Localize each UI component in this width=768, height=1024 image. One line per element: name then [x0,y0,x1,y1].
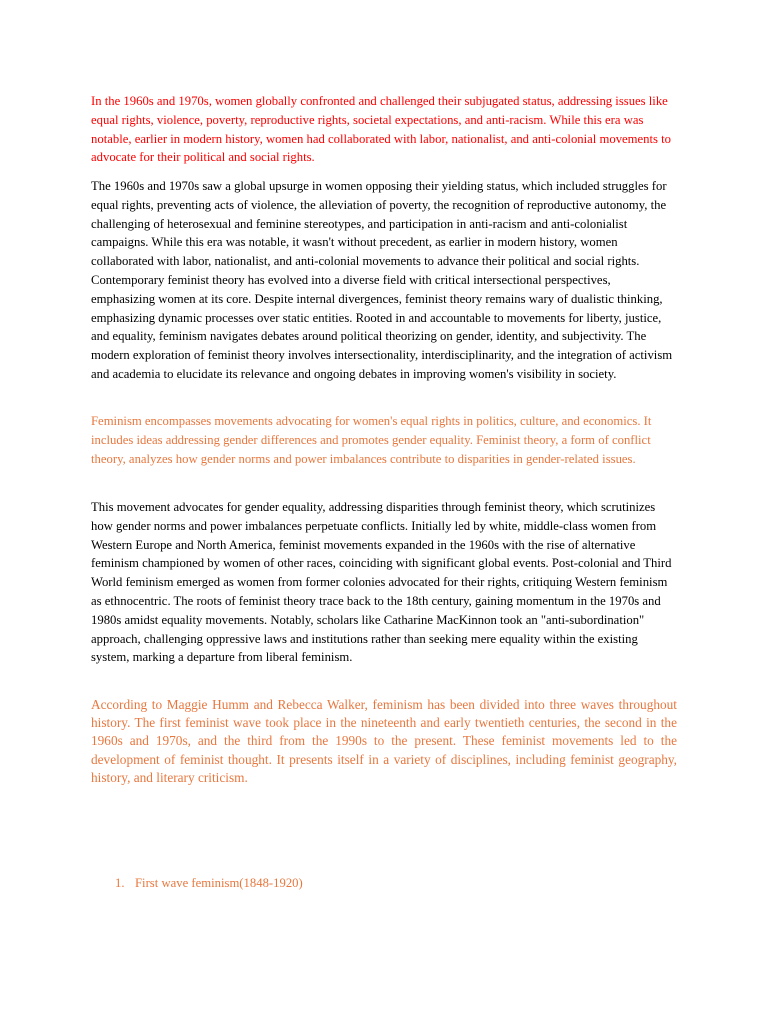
list-item-text: First wave feminism(1848-1920) [135,876,303,890]
list-item [115,874,303,892]
paragraph-three-waves: According to Maggie Humm and Rebecca Walker, feminism has been divided into three waves throughout history. The first feminist wave took place in the nineteenth and early twentieth centuries, the second in the 1960s and 1970s, and the third from the 1990s to the present. These feminist movements led to the development of feminist thought. It presents itself in a variety of disciplines, including feminist geography, history, and literary criticism. [91,697,677,785]
paragraph-feminism-detail: This movement advocates for gender equality, addressing disparities through feminist theory, which scrutinizes how gender norms and power imbalances perpetuate conflicts. Initially led by white, middle-class women from Western Europe and North America, feminist movements expanded in the 1960s with the rise of alternative feminism championed by women of other races, coinciding with significant global events. Post-colonial and Third World feminism emerged as women from former colonies advocated for their rights, critiquing Western feminism as ethnocentric. The roots of feminist theory trace back to the 18th century, gaining momentum in the 1970s and 1980s amidst equality movements. Notably, scholars like Catharine MacKinnon took an "anti-subordination" approach, challenging oppressive laws and institutions rather than seeking mere equality within the existing system, marking a departure from liberal feminism. [91,500,672,665]
list-item-number: 1. [115,876,125,890]
paragraph-intro-summary: In the 1960s and 1970s, women globally confronted and challenged their subjugated status, addressing issues like equal rights, violence, poverty, reproductive rights, societal expectations, and anti-racism. While this era was notable, earlier in modern history, women had collaborated with labor, nationalist, and anti-colonial movements to advocate for their political and social rights. [91,94,672,165]
paragraph-feminism-summary: Feminism encompasses movements advocating for women's equal rights in politics, culture, and economics. It includes ideas addressing gender differences and promotes gender equality. Feminist theory, a form of conflict theory, analyzes how gender norms and power imbalances contribute to disparities in gender-related issues. [91,414,652,466]
paragraph-intro-detail: The 1960s and 1970s saw a global upsurge in women opposing their yielding status, which included struggles for equal rights, preventing acts of violence, the alleviation of poverty, the recognition of reproductive autonomy, the challenging of heterosexual and feminine stereotypes, and participation in anti-racism and anti-colonialist campaigns. While this era was notable, it wasn't without precedent, as earlier in modern history, women collaborated with labor, nationalist, and anti-colonial movements to advance their political and social rights. Contemporary feminist theory has evolved into a diverse field with critical intersectional perspectives, emphasizing women at its core. Despite internal divergences, feminist theory remains wary of dualistic thinking, emphasizing dynamic processes over static entities. Rooted in and accountable to movements for liberty, justice, and equality, feminism navigates debates around political theorizing on gender, identity, and subjectivity. The modern exploration of feminist theory involves intersectionality, interdisciplinarity, and the integration of activism and academia to elucidate its relevance and ongoing debates in improving women's visibility in society. [91,179,673,381]
